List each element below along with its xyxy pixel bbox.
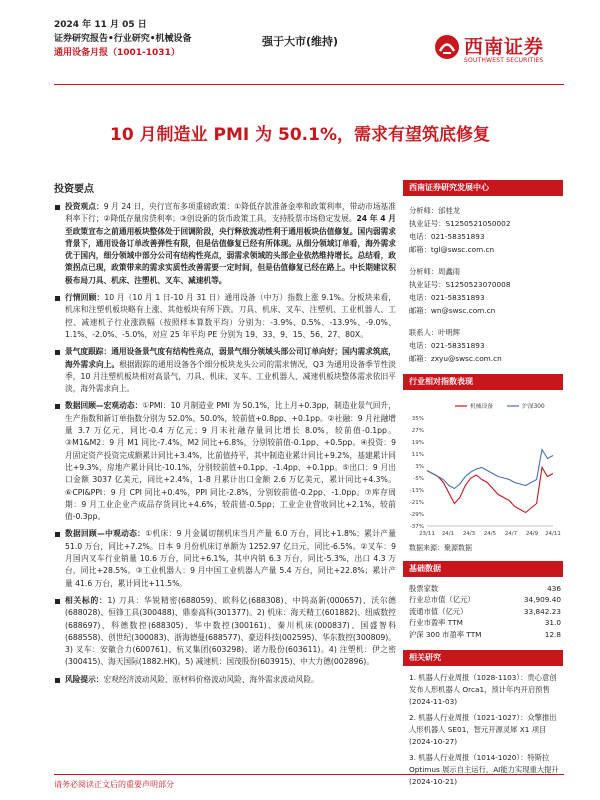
bullet-lead: 数据回顾—中观动态： bbox=[65, 529, 146, 539]
analyst-reg: 执业证号：S1250521050002 bbox=[409, 219, 511, 228]
report-title: 10 月制造业 PMI 为 50.1%，需求有望筑底修复 bbox=[109, 125, 490, 145]
chart-source: 数据来源：聚源数据 bbox=[409, 544, 472, 552]
analyst-name: 分析师：邰桂龙 bbox=[409, 206, 461, 215]
y-tick-label: 3% bbox=[415, 464, 424, 470]
x-tick-label: 24/5 bbox=[483, 531, 497, 537]
fundamentals-row bbox=[403, 629, 563, 640]
report-category: 证券研究报告•行业研究•机械设备 bbox=[54, 34, 192, 44]
bullet-text: ①PMI：10 月制造业 PMI 为 50.1%，比上月+0.3pp，制造业景气回升，生产指数和新订单指数分别为 52.0%、50.0%，较前值+0.8pp、+0.1pp。②社融：9 月社融增量 3.7 万亿元，同比-0.4 万亿元；9 月末社融存量同比增长 8.0%，较前值-0.1pp。③M1&M2：9 月 M1 同比-7.4%，M2 同比+6.8%，分别较前值-0.1pp、+0.5pp。④投资：9 月固定资产投资完成额累计同比+3.4%，比前值持平，其中制造业累计同比+9.2%，基建累计同比+9.3%，房地产累计同比-10.1%，分别较前值+0.1pp、-1.4pp、+0.1pp。⑤出口：9 月出口金额 3037 亿美元，同比+2.4%，1-8 月累计出口金额 2.6 万亿美元，累计同比+4.3%。⑥CPI&PPI：9 月 CPI 同比+0.4%，PPI 同比-2.8%，分别较前值-0.2pp、-1.0pp。⑦库存周期：9 月工业企业产成品存货同比+4.6%，较前值-0.5pp；工业企业营收同比+2.1%，较前值-0.3pp。 bbox=[65, 401, 396, 522]
rating: 强于大市(维持) bbox=[262, 35, 339, 48]
fundamentals-row bbox=[403, 594, 563, 605]
summary-bullet bbox=[54, 595, 396, 669]
header-divider bbox=[54, 84, 564, 85]
fundamentals-label: 行业市盈率 TTM bbox=[409, 618, 463, 628]
analyst-name: 分析师：周鑫雨 bbox=[409, 267, 461, 276]
chart-heading: 行业相对指数表现 bbox=[403, 374, 563, 390]
bullet-emphasis: 通用设备景气度有结构性亮点，弱景气细分领域头部公司订单向好；国内需求筑底，海外需求向上。 bbox=[65, 347, 396, 369]
y-tick-label: 11% bbox=[411, 452, 424, 458]
y-tick-label: -5% bbox=[413, 476, 424, 482]
x-tick-label: 24/7 bbox=[504, 531, 518, 537]
analyst-list bbox=[403, 196, 563, 365]
analyst-mail: 邮箱：zxyu@swsc.com.cn bbox=[409, 354, 502, 363]
bullet-text: 10 月（10 月 1 日-10 月 31 日）通用设备（中万）指数上涨 9.1%。分板块来看，机床和注塑机板块略有上涨、其他板块有所下跌。刀具、机床、叉车、注塑机、工业机器人、工控、减速机子行业涨跌幅（按照样本算数平均）分别为：-3.9%、0.5%、-13.9%、-9.0%、1.1%、-2.0%、-5.0%，对应 25 年平均 PE 分别为 19、33、9、15、56、27、80X。 bbox=[65, 293, 396, 339]
fundamentals-value: 436 bbox=[547, 584, 561, 593]
section-heading: 投资要点 bbox=[54, 184, 94, 195]
fundamentals-value: 31.0 bbox=[544, 618, 561, 628]
fundamentals-label: 行业总市值（亿元） bbox=[409, 595, 475, 605]
bullet-text: 根据跟踪的通用设备各个细分板块龙头公司的需求情况，Q3 为通用设备季节性淡季，10 月注塑机板块相对高景气，刀具、机床、叉车、工业机器人、减速机板块整体需求依旧平淡，海外需求向上。 bbox=[65, 359, 396, 394]
bullet-text: 9 月 24 日，央行宣布多项重磅政策：①降低存款准备金率和政策利率，带动市场基准利率下行；②降低存量房贷利率；③创设新的货币政策工具，支持股票市场稳定发展。 bbox=[65, 202, 396, 224]
x-tick-label: 24/1 bbox=[441, 531, 455, 537]
legend-label: 机械设备 bbox=[470, 404, 494, 410]
related-report-link[interactable]: 2. 机器人行业周报（1021-1027）：众擎推出人形机器人 SE01，智元开源灵犀 X1 项目 (2024-10-27) bbox=[409, 713, 557, 747]
bullet-lead: 投资观点： bbox=[65, 202, 104, 211]
y-tick-label: 19% bbox=[411, 440, 424, 446]
bullet-list bbox=[54, 201, 396, 686]
bullet-lead: 风险提示： bbox=[65, 674, 104, 684]
analyst-card bbox=[409, 326, 563, 365]
series-line bbox=[427, 450, 553, 489]
fundamentals-label: 股票家数 bbox=[409, 584, 439, 593]
fundamentals-value: 33,842.23 bbox=[523, 606, 561, 616]
bullet-emphasis: 24 年 4 月至政策宣布之前通用板块整体处于回调阶段，央行释放流动性利于通用板块估值修复。国内弱需求背景下，通用设备订单改善弹性有限，但是估值修复已经有所体现。从细分领域订单看，海外需求优于国内，细分领域中部分公司有结构性亮点，弱需求领域的头部企业依然维持增长。总结看，政策拐点已现，政策带来的需求实质性改善需要一定时间，但是估值修复已经在路上。中长期建议积极布局刀具、机床、注塑机、叉车、减速机等。 bbox=[65, 214, 396, 285]
fundamentals-row bbox=[403, 583, 563, 594]
logo-subtext: SOUTHWEST SECURITIES bbox=[464, 57, 544, 64]
legend-label: 沪深300 bbox=[522, 404, 545, 410]
relative-index-chart bbox=[403, 396, 563, 541]
x-tick-label: 23/11 bbox=[419, 531, 435, 537]
y-tick-label: 27% bbox=[411, 428, 424, 434]
chart-svg bbox=[403, 396, 563, 541]
fundamentals-row bbox=[403, 606, 563, 617]
summary-bullet bbox=[54, 674, 396, 686]
summary-bullet bbox=[54, 201, 396, 287]
analyst-tel: 电话：021-58351893 bbox=[409, 293, 485, 302]
team-heading: 西南证券研究发展中心 bbox=[403, 180, 563, 196]
bullet-text: ①机床：9 月金属切削机床当月产量 6.0 万台，同比+1.8%；累计产量 51.0 万台，同比+7.2%。日本 9 月份机床订单额为 1252.97 亿日元，同比-6.5%。②叉车：9 月国内叉车行业销量 10.6 万台，同比+6.1%，其中内销 6.3 万台，同比-5.3%，出口 4.3 万台，同比+28.5%。③工业机器人：9 月中国工业机器人产量 5.4 万台，同比+22.8%；累计产量 41.6 万台，累计同比+11.5%。 bbox=[65, 529, 396, 588]
y-tick-label: -21% bbox=[409, 500, 424, 506]
report-meta bbox=[54, 18, 264, 60]
footer-divider bbox=[54, 774, 564, 775]
logo-text: 西南证券 bbox=[464, 36, 545, 58]
analyst-tel: 电话：021-58351893 bbox=[409, 232, 485, 241]
analyst-tel: 电话：021-58351893 bbox=[409, 341, 485, 350]
analyst-card bbox=[409, 204, 563, 256]
footer-disclaimer: 请务必阅读正文后的重要声明部分 bbox=[54, 780, 174, 789]
analyst-mail: 邮箱：tgl@swsc.com.cn bbox=[409, 245, 495, 254]
fundamentals-label: 流通市值（亿元） bbox=[409, 606, 468, 616]
fundamentals-heading: 基础数据 bbox=[403, 561, 563, 577]
summary-bullet bbox=[54, 292, 396, 341]
related-research-list bbox=[403, 666, 563, 788]
report-date: 2024 年 11 月 05 日 bbox=[54, 20, 147, 30]
summary-bullet bbox=[54, 346, 396, 395]
sidebar bbox=[403, 180, 563, 792]
x-tick-label: 24/9 bbox=[525, 531, 539, 537]
analyst-name: 联系人：叶明辉 bbox=[409, 328, 461, 337]
summary-bullet bbox=[54, 400, 396, 523]
x-tick-label: 24/11 bbox=[545, 531, 561, 537]
report-series: 通用设备月报（1001-1031） bbox=[54, 48, 180, 58]
bullet-lead: 景气度跟踪： bbox=[65, 347, 112, 357]
logo-icon bbox=[434, 34, 460, 60]
analyst-reg: 执业证号：S1250523070008 bbox=[409, 280, 511, 289]
bullet-lead: 数据回顾—宏观动态： bbox=[65, 401, 143, 411]
bullet-text: 宏观经济波动风险、原材料价格波动风险、海外需求波动风险。 bbox=[103, 674, 319, 684]
y-tick-label: -13% bbox=[409, 488, 424, 494]
summary-bullet bbox=[54, 528, 396, 589]
analyst-card bbox=[409, 265, 563, 317]
series-line bbox=[427, 468, 553, 513]
y-tick-label: -37% bbox=[409, 524, 424, 530]
related-report-link[interactable]: 3. 机器人行业周报（1014-1020）：特斯拉 Optimus 展示自主运行，AI能力实现重大提升 (2024-10-21) bbox=[409, 753, 559, 787]
fundamentals-value: 34,909.40 bbox=[523, 595, 561, 605]
y-tick-label: 35% bbox=[411, 416, 424, 422]
investment-summary bbox=[54, 180, 396, 691]
x-tick-label: 24/3 bbox=[462, 531, 476, 537]
related-report-link[interactable]: 1. 机器人行业周报（1028-1103）：贵心意创发布人形机器人 Orca1，预计年内开启预售 (2024-11-03) bbox=[409, 673, 557, 707]
company-logo bbox=[434, 30, 564, 70]
y-tick-label: -29% bbox=[409, 512, 424, 518]
fundamentals-label: 沪深 300 市盈率 TTM bbox=[409, 629, 482, 639]
bullet-text: 1) 刀具：华锐精密(688059)、欧科亿(688308)、中钨高新(000657)、沃尔德(688028)、恒锋工具(300488)、鼎泰高科(301377)。2) 机床：海天精工(601882)、纽威数控(688697)、科德数控(688305)、华中数控(300161)、秦川机床(000837)、国盛智科(688558)、创世纪(300083)、浙海德曼(688577)、豪迈科技(002595)、华东数控(300809)。3) 叉车：安徽合力(600761)、杭叉集团(603298)、诺力股份(603611)。4) 注塑机：伊之密(300415)、海天国际(1882.HK)。5) 减速机：国茂股份(603915)、中大力德(002896)。 bbox=[65, 595, 396, 667]
bullet-lead: 行情回顾： bbox=[65, 293, 105, 303]
fundamentals-row bbox=[403, 617, 563, 628]
bullet-lead: 相关标的： bbox=[65, 595, 108, 605]
fundamentals-table bbox=[403, 577, 563, 640]
related-heading: 相关研究 bbox=[403, 650, 563, 666]
analyst-mail: 邮箱：wn@swsc.com.cn bbox=[409, 306, 496, 315]
fundamentals-value: 12.8 bbox=[544, 629, 561, 639]
